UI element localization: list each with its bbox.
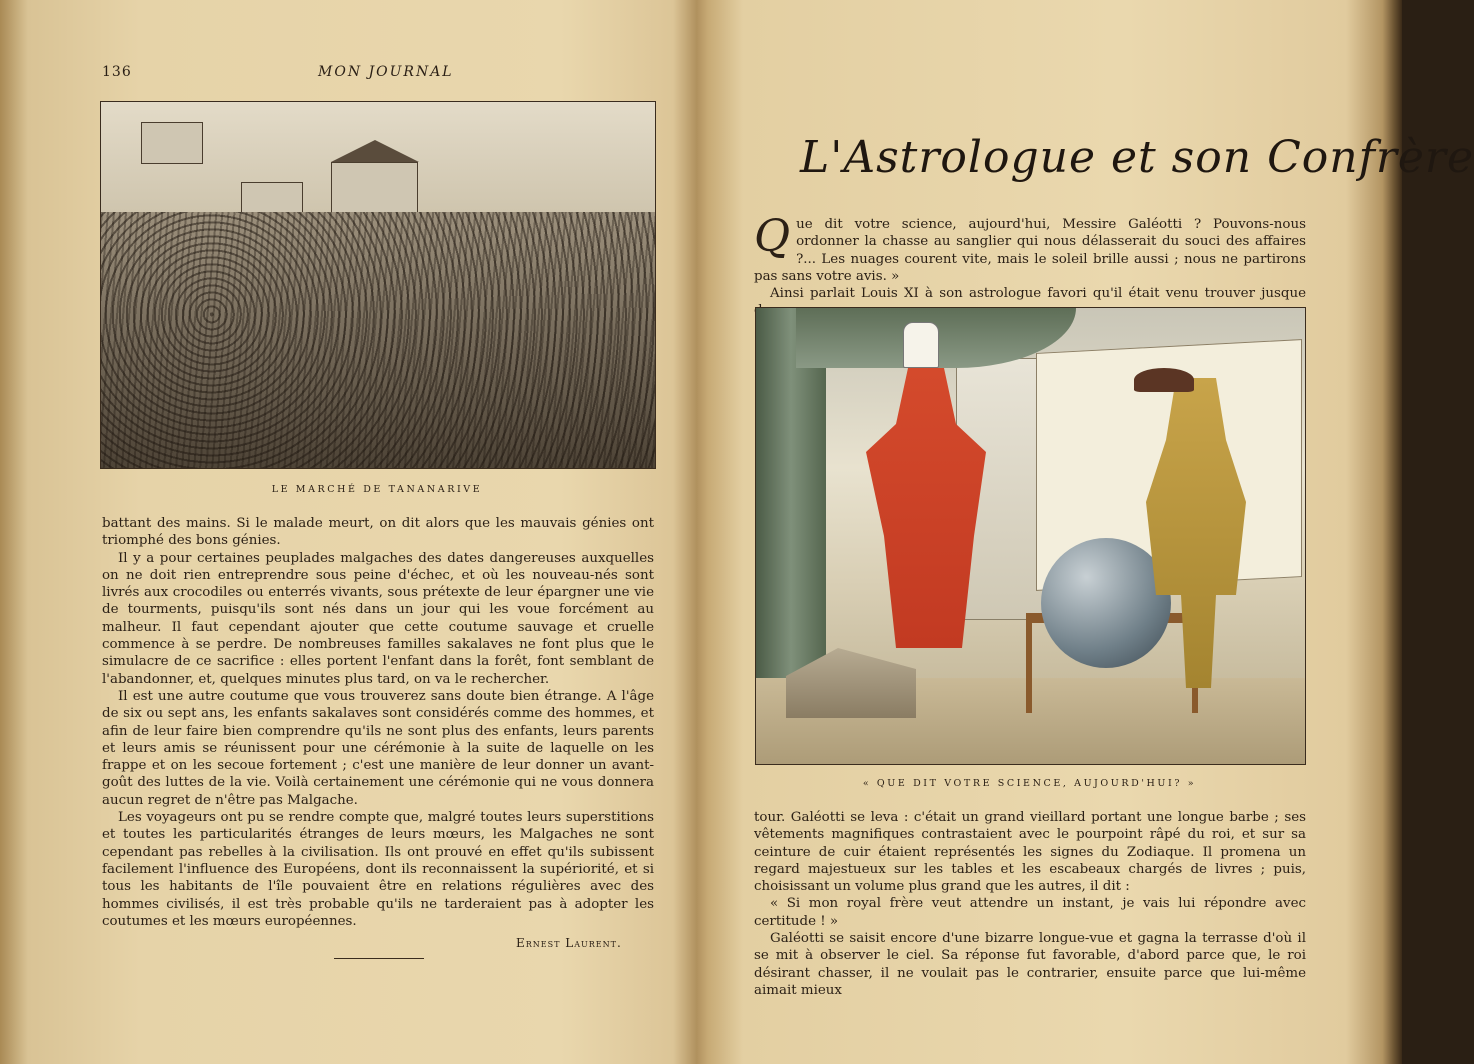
page-number: 136 <box>102 64 132 80</box>
paragraph: Il est une autre coutume que vous trouverez sans doute bien étrange. A l'âge de six ou sept ans, les enfants sakalaves sont considérés comme des hommes, et afin de leur faire bien comprendre qu'ils ne sont plus des enfants, leurs parents et leurs amis se réunissent pour une cérémonie à la suite de laquelle on les frappe et on les secoue fortement ; c'est une manière de leur donner un avant-goût des luttes de la vie. Voilà certainement une cérémonie qui ne vous donnera aucun regret de n'être pas Malgache. <box>102 688 654 808</box>
intro-first: ue dit votre science, aujourd'hui, Messire Galéotti ? Pouvons-nous ordonner la chasse au sanglier qui nous délasserait du souci des affaires ?... Les nuages courent vite, mais le soleil brille aussi ; nous ne partirons pas sans votre avis. » <box>754 217 1306 284</box>
engraving-crowd <box>101 212 655 468</box>
intro-second: Ainsi parlait Louis XI à son astrologue favori qu'il était venu trouver jusque <box>770 286 1306 302</box>
illus-king-hat <box>1134 368 1194 392</box>
paragraph: battant des mains. Si le malade meurt, on dit alors que les mauvais génies ont triomphé des bons génies. <box>102 516 654 549</box>
left-body-text <box>102 515 654 930</box>
paragraph: Il y a pour certaines peuplades malgaches des dates dangereuses auxquelles on ne doit rien entreprendre sous peine d'échec, et où les nouveau-nés sont livrés aux crocodiles ou enterrés vivants, sous prétexte de leur épargner une vie de tourments, puisqu'ils sont nés dans un jour qui les voue forcément au malheur. Il faut cependant ajouter que cette coutume sauvage et cruelle commence à se perdre. De nombreuses familles sakalaves ne font plus que le simulacre de ce sacrifice : elles portent l'enfant dans la forêt, font semblant de l'abandonner, et, quelques minutes plus tard, on va le rechercher. <box>102 550 654 687</box>
figure-caption-left: LE MARCHÉ DE TANANARIVE <box>271 484 483 495</box>
left-page <box>0 0 698 1064</box>
right-body-text <box>754 809 1306 999</box>
running-head: MON JOURNAL <box>318 64 454 80</box>
engraving-roof <box>331 140 419 162</box>
end-rule <box>334 958 424 959</box>
engraving-house <box>241 182 303 214</box>
astrologer-illustration <box>755 307 1306 765</box>
article-title: L'Astrologue et son Confrère <box>800 132 1474 183</box>
drop-cap: Q <box>754 211 791 262</box>
market-engraving <box>100 101 656 469</box>
intro-text <box>754 211 1306 320</box>
paragraph: « Si mon royal frère veut attendre un instant, je vais lui répondre avec certitude ! » <box>754 896 1306 929</box>
illus-astrologer-hat <box>903 322 939 368</box>
paragraph: Galéotti se saisit encore d'une bizarre longue-vue et gagna la terrasse d'où il se mit à observer le ciel. Sa réponse fut favorable, d'abord parce que, le roi désirant chasser, il ne voulait pas le contrarier, ensuite parce que lui-même aimait mieux <box>754 931 1306 998</box>
paragraph: Les voyageurs ont pu se rendre compte que, malgré toutes leurs superstitions et toutes les particularités étranges de leurs mœurs, les Malgaches ne sont cependant pas rebelles à la civilisation. Ils ont prouvé en effet qu'ils subissent facilement l'influence des Européens, dont ils reconnaissent la supériorité, et si tous les habitants de l'île pouvaient être en relations régulières avec des hommes civilisés, il est très probable qu'ils ne tarderaient pas à adopter les coutumes et les mœurs européennes. <box>102 810 654 929</box>
author-signature: Ernest Laurent. <box>516 936 622 950</box>
paragraph: tour. Galéotti se leva : c'était un grand vieillard portant une longue barbe ; ses vêtements magnifiques contrastaient avec le pourpoint râpé du roi, et sur sa ceinture de cuir étaient représentés les signes du Zodiaque. Il promena un regard majestueux sur les tables et les escabeaux chargés de livres ; puis, choisissant un volume plus grand que les autres, il dit : <box>754 810 1306 895</box>
figure-caption-right: « QUE DIT VOTRE SCIENCE, AUJOURD'HUI? » <box>862 778 1197 789</box>
engraving-house <box>141 122 203 164</box>
illus-globe <box>1041 538 1171 668</box>
engraving-house <box>331 162 418 219</box>
